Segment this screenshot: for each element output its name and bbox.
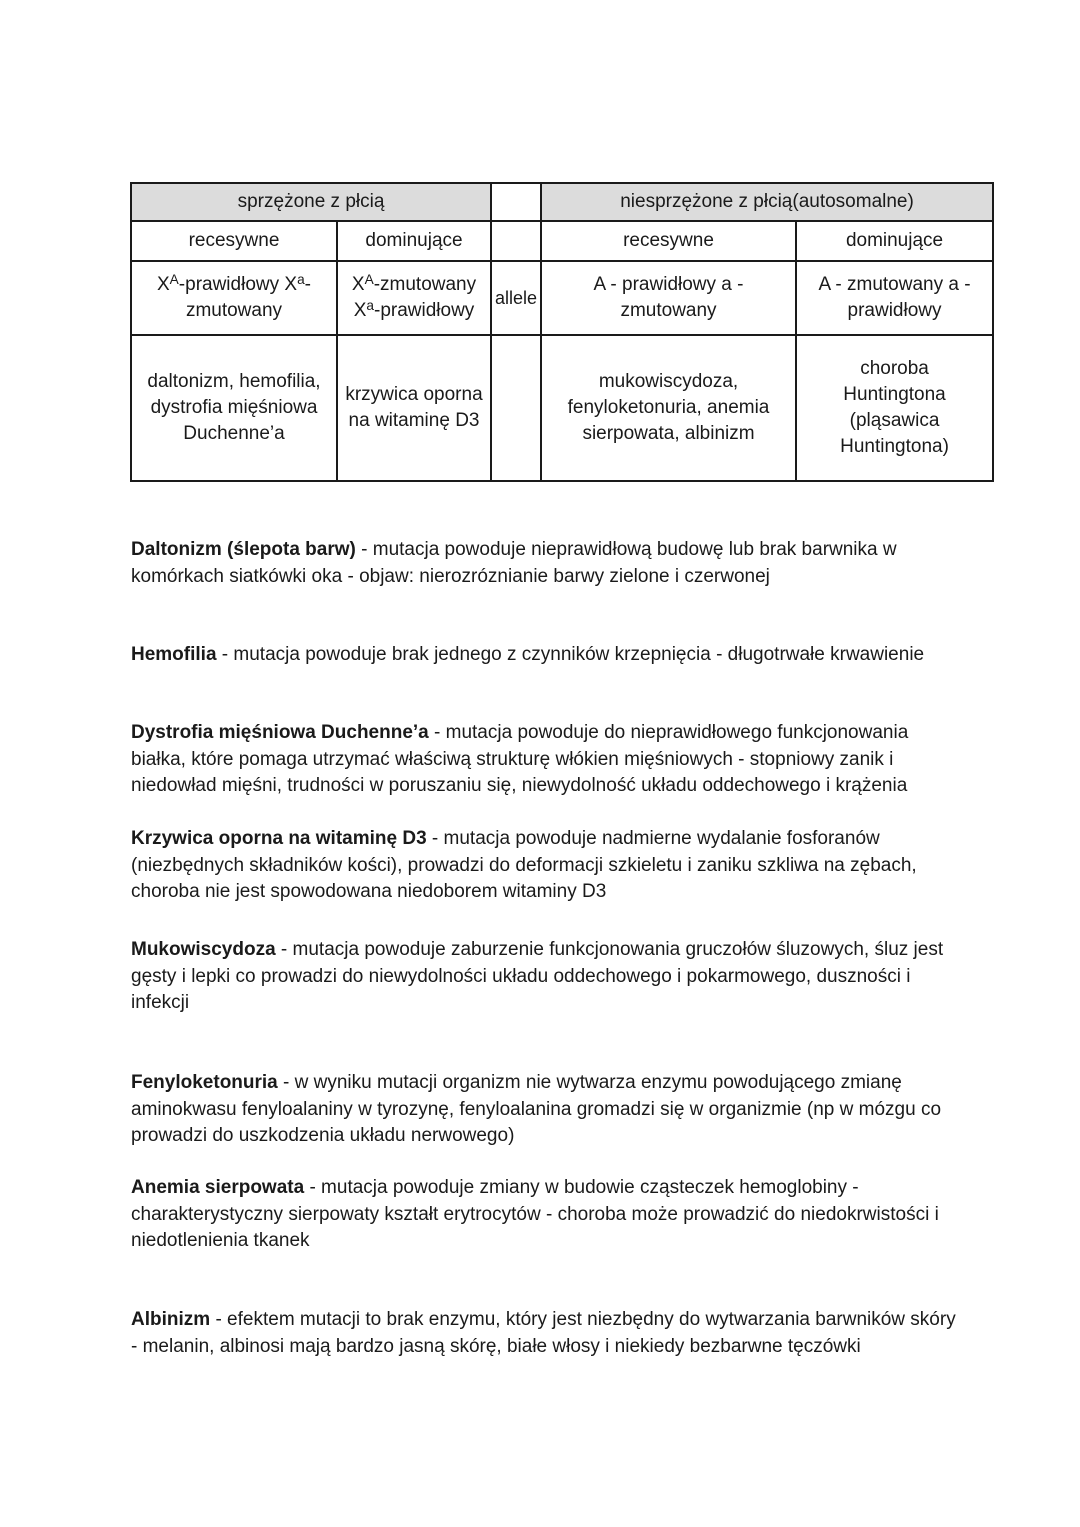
genetics-table	[130, 182, 994, 482]
diseases-sl-recessive: daltonizm, hemofilia, dystrofia mięśniowa Duchenne’a	[131, 335, 337, 481]
diseases-empty-cell	[491, 335, 541, 481]
table-alleles-row	[131, 261, 993, 335]
diseases-au-dominant: choroba Huntingtona (pląsawica Huntingtona)	[796, 335, 993, 481]
subheader-sl-recessive: recesywne	[131, 221, 337, 261]
description-albinism: Albinizm - efektem mutacji to brak enzymu, który jest niezbędny do wytwarzania barwników skóry - melanin, albinosi mają bardzo jasną skórę, białe włosy i niekiedy bezbarwne tęczówki	[131, 1309, 956, 1357]
table-subheader-row	[131, 221, 993, 261]
alleles-au-dominant: A - zmutowany a - prawidłowy	[796, 261, 993, 335]
description-cystic-fibrosis: Mukowiscydoza - mutacja powoduje zaburzenie funkcjonowania gruczołów śluzowych, śluz jest gęsty i lepki co prowadzi do niewydolności układu oddechowego i pokarmowego, duszności i infekcji	[131, 939, 944, 1013]
alleles-label: allele	[491, 261, 541, 335]
description-phenylketonuria: Fenyloketonuria - w wyniku mutacji organizm nie wytwarza enzymu powodującego zmianę aminokwasu fenyloalaniny w tyrozynę, fenyloalanina gromadzi się w organizmie (np w mózgu co prowadzi do uszkodzenia układu nerwowego)	[131, 1072, 942, 1146]
subheader-au-recessive: recesywne	[541, 221, 796, 261]
description-sickle-cell: Anemia sierpowata - mutacja powoduje zmiany w budowie cząsteczek hemoglobiny - charakterystyczny sierpowaty kształt erytrocytów - choroba może prowadzić do niedokrwistości i niedotlenienia tkanek	[131, 1177, 939, 1251]
header-empty-cell	[491, 183, 541, 221]
alleles-sl-recessive: $X^A$-prawidłowy $X^a-$ zmutowany	[131, 261, 337, 335]
description-hemophilia: Hemofilia - mutacja powoduje brak jednego z czynników krzepnięcia - długotrwałe krwawienie	[131, 644, 925, 665]
header-sex-linked: sprzężone z płcią	[131, 183, 491, 221]
description-daltonism: Daltonizm (ślepota barw) - mutacja powoduje nieprawidłową budowę lub brak barwnika w komórkach siatkówki oka - objaw: nierozróznianie barwy zielone i czerwonej	[131, 539, 897, 587]
diseases-sl-dominant: krzywica oporna na witaminę D3	[337, 335, 491, 481]
description-rickets: Krzywica oporna na witaminę D3 - mutacja powoduje nadmierne wydalanie fosforanów (niezbędnych składników kości), prowadzi do deformacji szkieletu i zaniku szkliwa na zębach, choroba nie jest spowodowana niedoborem witaminy D3	[131, 828, 917, 902]
alleles-au-recessive: A - prawidłowy a - zmutowany	[541, 261, 796, 335]
alleles-sl-dominant: $X^A$-zmutowany $X^a$-prawidłowy	[337, 261, 491, 335]
header-autosomal: niesprzężone z płcią(autosomalne)	[541, 183, 993, 221]
subheader-empty-cell	[491, 221, 541, 261]
diseases-au-recessive: mukowiscydoza, fenyloketonuria, anemia sierpowata, albinizm	[541, 335, 796, 481]
subheader-sl-dominant: dominujące	[337, 221, 491, 261]
description-duchenne: Dystrofia mięśniowa Duchenne’a - mutacja powoduje do nieprawidłowego funkcjonowania białka, które pomaga utrzymać właściwą strukturę włókien mięśniowych - stopniowy zanik i niedowład mięśni, trudności w poruszaniu się, niewydolność układu oddechowego i krążenia	[131, 722, 909, 796]
table-diseases-row	[131, 335, 993, 481]
table-header-row	[131, 183, 993, 221]
subheader-au-dominant: dominujące	[796, 221, 993, 261]
